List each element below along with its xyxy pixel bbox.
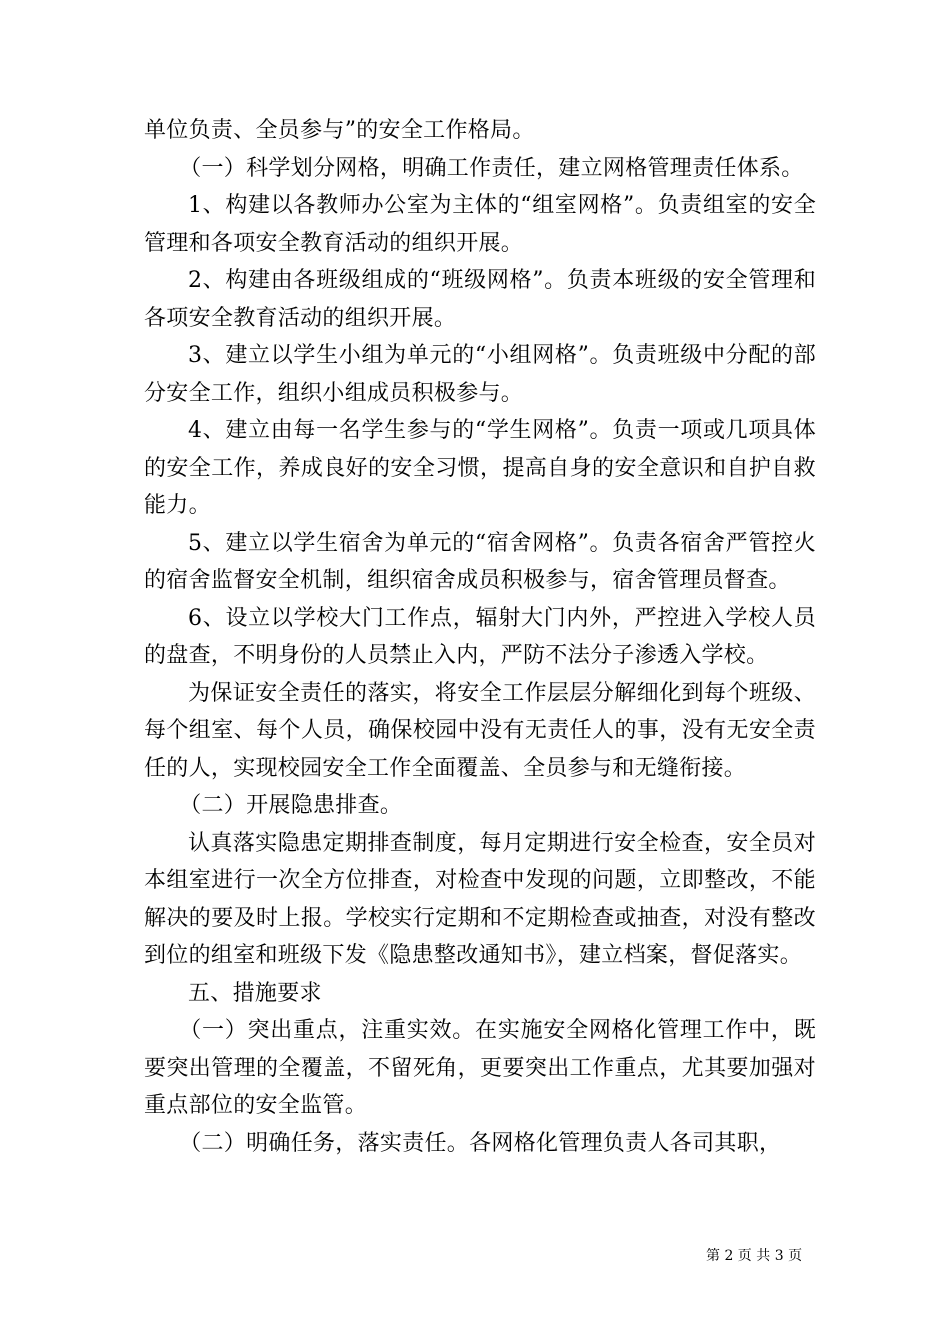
section-heading-measures: 五、措施要求	[188, 980, 322, 1006]
paragraph-responsibility: 为保证安全责任的落实，将安全工作层层分解细化到每个班级、每个组室、每个人员，确保校园中没有无责任人的事，没有无安全责任的人，实现校园安全工作全面覆盖、全员参与和无缝衔接。	[144, 680, 816, 781]
paragraph-item-5: 5、建立以学生宿舍为单元的“宿舍网格”。负责各宿舍严管控火的宿舍监督安全机制，组织宿舍成员积极参与，宿舍管理员督查。	[144, 530, 816, 593]
paragraph-continuation: 单位负责、全员参与”的安全工作格局。	[144, 118, 535, 143]
paragraph-item-1: 1、构建以各教师办公室为主体的“组室网格”。负责组室的安全管理和各项安全教育活动的组织开展。	[144, 193, 816, 256]
paragraph-item-3: 3、建立以学生小组为单元的“小组网格”。负责班级中分配的部分安全工作，组织小组成员积极参与。	[144, 343, 816, 406]
paragraph-item-4: 4、建立由每一名学生参与的“学生网格”。负责一项或几项具体的安全工作，养成良好的安全习惯，提高自身的安全意识和自护自救能力。	[144, 418, 816, 518]
paragraph-hazard-check: 认真落实隐患定期排查制度，每月定期进行安全检查，安全员对本组室进行一次全方位排查，对检查中发现的问题，立即整改，不能解决的要及时上报。学校实行定期和不定期检查或抽查，对没有整改到位的组室和班级下发《隐患整改通知书》，建立档案，督促落实。	[144, 830, 816, 968]
section-heading-hazard-check: （二）开展隐患排查。	[179, 793, 403, 818]
paragraph-item-6: 6、设立以学校大门工作点，辐射大门内外，严控进入学校人员的盘查，不明身份的人员禁止入内，严防不法分子渗透入学校。	[144, 605, 816, 668]
paragraph-item-2: 2、构建由各班级组成的“班级网格”。负责本班级的安全管理和各项安全教育活动的组织开展。	[144, 268, 816, 331]
page-body	[144, 112, 816, 1162]
paragraph-measure-1: （一）突出重点，注重实效。在实施安全网格化管理工作中，既要突出管理的全覆盖，不留死角，更要突出工作重点，尤其要加强对重点部位的安全监管。	[144, 1018, 816, 1118]
page-number-footer: 第 2 页 共 3 页	[706, 1248, 803, 1264]
section-heading-grid-division: （一）科学划分网格，明确工作责任，建立网格管理责任体系。	[179, 155, 804, 181]
paragraph-measure-2: （二）明确任务，落实责任。各网格化管理负责人各司其职，	[179, 1130, 782, 1156]
